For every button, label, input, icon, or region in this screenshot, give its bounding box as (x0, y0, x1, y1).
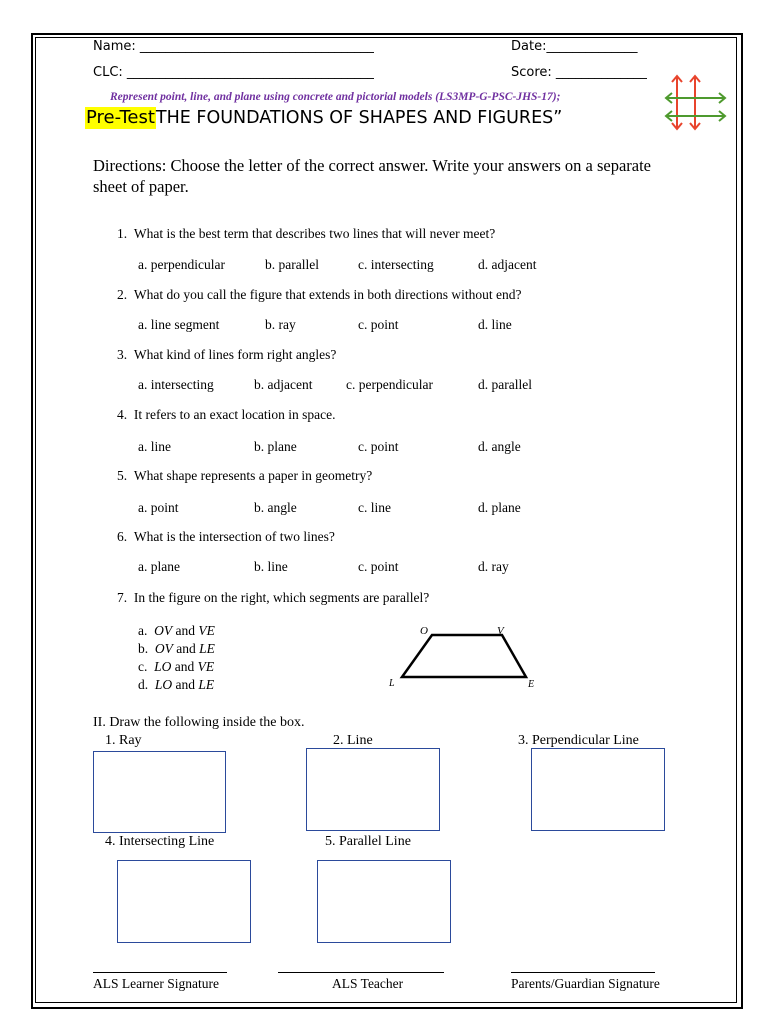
draw-label-parallel: 5. Parallel Line (325, 834, 411, 849)
draw-box-parallel[interactable] (317, 860, 451, 943)
q5-choice-d: d. plane (478, 500, 521, 515)
q2-choice-d: d. line (478, 317, 512, 332)
q6-choice-a: a. plane (138, 559, 180, 574)
vertex-label-o: O (420, 625, 428, 637)
question-6 (117, 529, 335, 545)
vertex-label-l: L (389, 678, 395, 689)
draw-label-perpendicular: 3. Perpendicular Line (518, 733, 639, 748)
q5-choice-b: b. angle (254, 500, 297, 515)
question-number: 4. (117, 407, 128, 422)
q6-choice-c: c. point (358, 559, 399, 574)
q6-choice-d: d. ray (478, 559, 509, 574)
signature-label-teacher: ALS Teacher (332, 976, 404, 991)
question-number: 3. (117, 347, 128, 362)
question-number: 6. (117, 529, 128, 544)
q4-choice-a: a. line (138, 439, 171, 454)
q7-choice-a: a. OV and VE (138, 623, 215, 638)
q1-choice-c: c. intersecting (358, 257, 434, 272)
signature-line-learner (93, 972, 227, 973)
q3-choice-b: b. adjacent (254, 377, 313, 392)
draw-box-perpendicular[interactable] (531, 748, 665, 831)
signature-line-teacher (278, 972, 444, 973)
vertex-label-e: E (528, 679, 535, 690)
directions: Directions: Choose the letter of the correct answer. Write your answers on a separate sheet of paper. (93, 156, 651, 196)
question-text: What kind of lines form right angles? (133, 347, 337, 362)
score-field: Score: ______________ (511, 65, 647, 80)
question-text: What is the best term that describes two lines that will never meet? (133, 226, 496, 241)
question-1 (117, 226, 495, 242)
q3-choice-a: a. intersecting (138, 377, 214, 392)
q4-choice-d: d. angle (478, 439, 521, 454)
question-3 (117, 347, 336, 363)
question-text: What is the intersection of two lines? (133, 529, 335, 544)
question-number: 2. (117, 287, 128, 302)
q7-choice-c: c. LO and VE (138, 659, 215, 674)
q7-choice-b: b. OV and LE (138, 641, 215, 656)
signature-label-learner: ALS Learner Signature (93, 976, 219, 991)
question-text: It refers to an exact location in space. (133, 407, 336, 422)
q2-choice-b: b. ray (265, 317, 296, 332)
cross-arrows-icon (664, 72, 728, 132)
question-text: In the figure on the right, which segments are parallel? (133, 590, 430, 605)
signature-line-guardian (511, 972, 655, 973)
page-title: THE FOUNDATIONS OF SHAPES AND FIGURES” (155, 108, 563, 128)
date-field: Date:______________ (511, 39, 638, 54)
question-2 (117, 287, 522, 303)
q1-choice-d: d. adjacent (478, 257, 537, 272)
question-text: What do you call the figure that extends in both directions without end? (133, 287, 522, 302)
q5-choice-c: c. line (358, 500, 391, 515)
question-number: 7. (117, 590, 128, 605)
q7-choice-d: d. LO and LE (138, 677, 215, 692)
trapezoid-figure (380, 618, 550, 693)
name-field: Name: ____________________________________ (93, 39, 374, 54)
signature-label-guardian: Parents/Guardian Signature (511, 976, 660, 991)
clc-field: CLC: ______________________________________ (93, 65, 374, 80)
q4-choice-b: b. plane (254, 439, 297, 454)
draw-box-ray[interactable] (93, 751, 226, 833)
vertex-label-v: V (497, 625, 504, 637)
q4-choice-c: c. point (358, 439, 399, 454)
draw-box-line[interactable] (306, 748, 440, 831)
draw-label-intersecting: 4. Intersecting Line (105, 834, 215, 849)
title-row (85, 106, 562, 130)
draw-label-ray: 1. Ray (105, 733, 142, 748)
q5-choice-a: a. point (138, 500, 179, 515)
q3-choice-d: d. parallel (478, 377, 532, 392)
pretest-label: Pre-Test (86, 107, 155, 128)
q1-choice-b: b. parallel (265, 257, 319, 272)
part2-heading: II. Draw the following inside the box. (93, 715, 305, 730)
q1-choice-a: a. perpendicular (138, 257, 225, 272)
q2-choice-a: a. line segment (138, 317, 220, 332)
question-4 (117, 407, 336, 423)
learning-standard: Represent point, line, and plane using concrete and pictorial models (LS3MP-G-PSC-JHS-17); (110, 91, 561, 103)
draw-box-intersecting[interactable] (117, 860, 251, 943)
question-5 (117, 468, 372, 484)
question-7 (117, 590, 429, 606)
q2-choice-c: c. point (358, 317, 399, 332)
question-number: 1. (117, 226, 128, 241)
trapezoid-shape (402, 635, 526, 677)
q3-choice-c: c. perpendicular (346, 377, 433, 392)
question-text: What shape represents a paper in geometry? (133, 468, 373, 483)
draw-label-line: 2. Line (333, 733, 373, 748)
q6-choice-b: b. line (254, 559, 288, 574)
question-number: 5. (117, 468, 128, 483)
